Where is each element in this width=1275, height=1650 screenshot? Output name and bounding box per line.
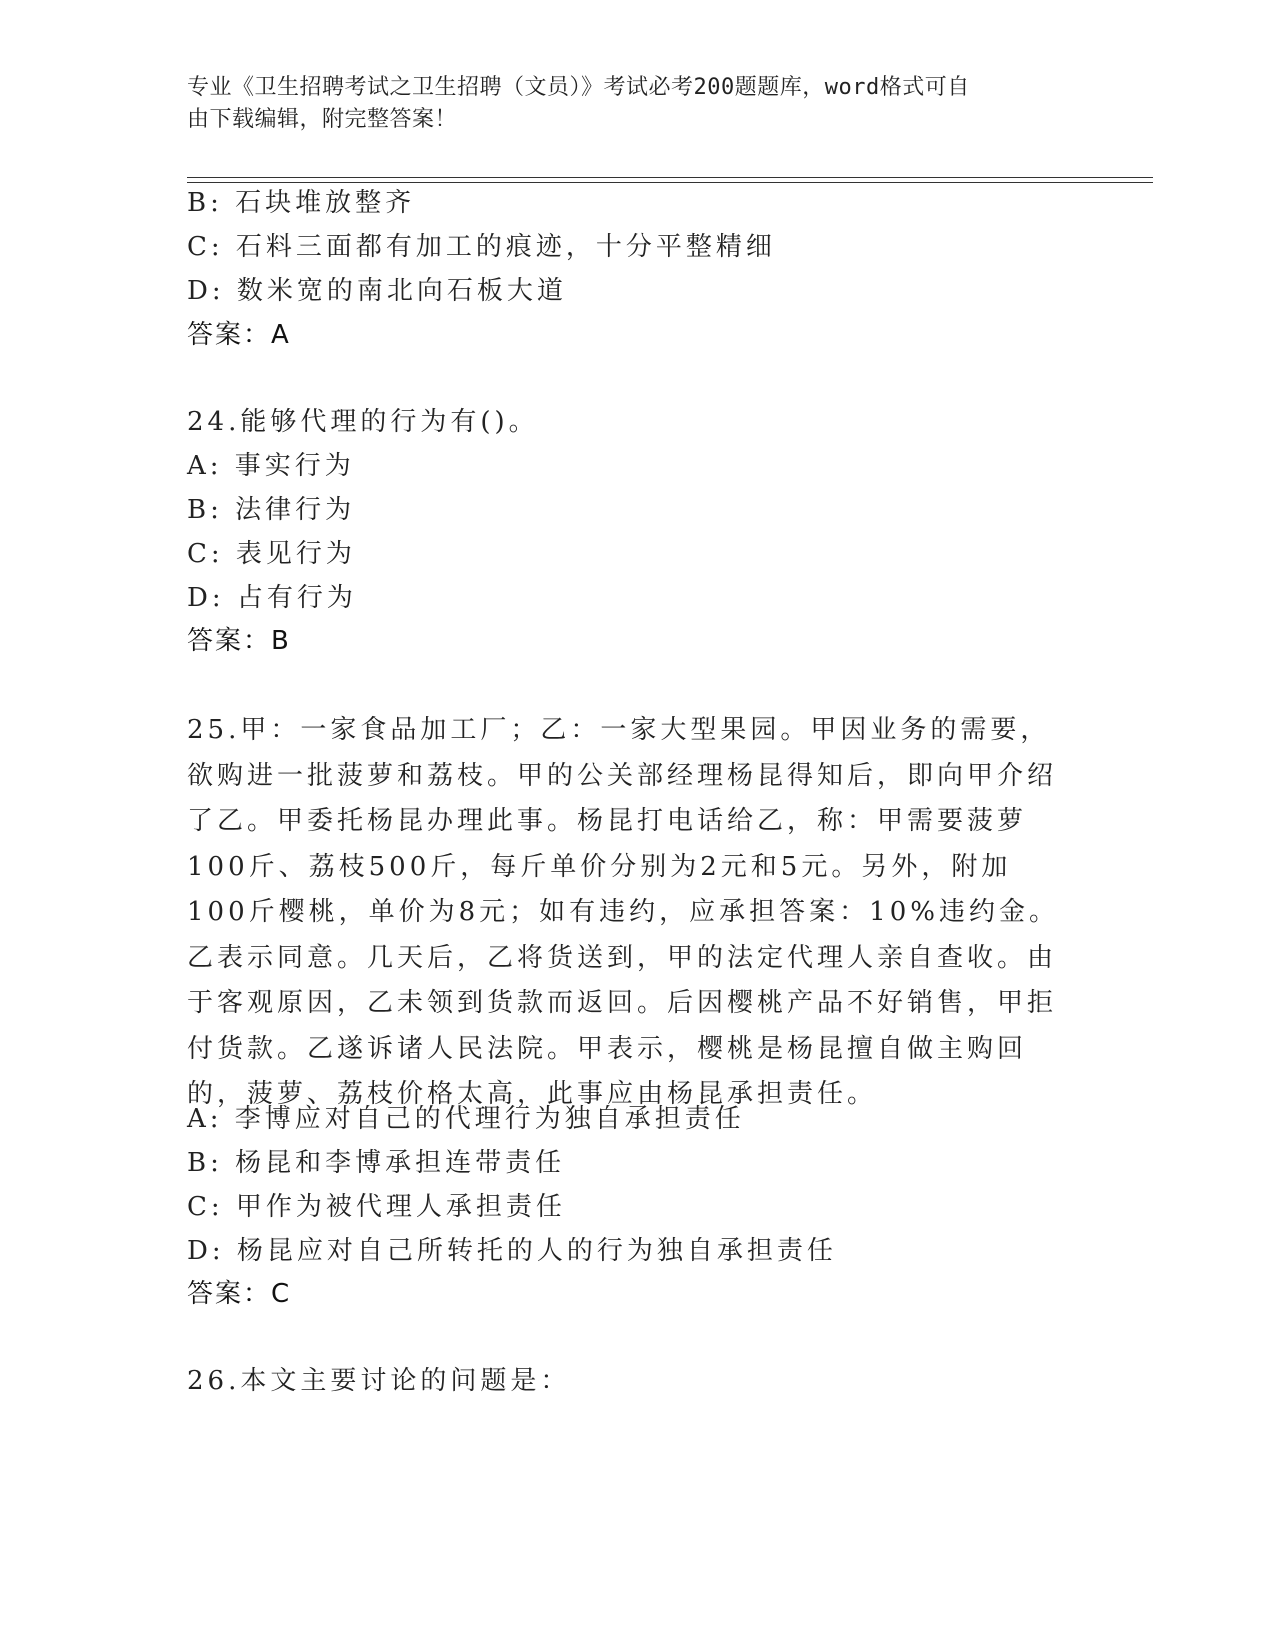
- header-line-1: 专业《卫生招聘考试之卫生招聘（文员）》考试必考200题题库，word格式可自: [187, 75, 970, 100]
- header-rule-top: [187, 177, 1153, 178]
- q25-stem: 25.甲：一家食品加工厂；乙：一家大型果园。甲因业务的需要，欲购进一批菠萝和荔枝。甲的公关部经理杨昆得知后，即向甲介绍了乙。甲委托杨昆办理此事。杨昆打电话给乙，称：甲需要菠萝100斤、荔枝500斤，每斤单价分别为2元和5元。另外，附加100斤樱桃，单价为8元；如有违约，应承担答案：10%违约金。乙表示同意。几天后，乙将货送到，甲的法定代理人亲自查收。由于客观原因，乙未领到货款而返回。后因樱桃产品不好销售，甲拒付货款。乙遂诉诸人民法院。甲表示，樱桃是杨昆擅自做主购回的，菠萝、荔枝价格太高，此事应由杨昆承担责任。: [187, 715, 1059, 1109]
- q24-option-c: C: 表见行为: [187, 539, 356, 569]
- q23-answer: 答案：A: [187, 320, 291, 350]
- q23-option-c: C: 石料三面都有加工的痕迹，十分平整精细: [187, 232, 776, 262]
- q25-answer: 答案：C: [187, 1279, 292, 1309]
- header-line-2: 由下载编辑，附完整答案！: [187, 107, 458, 132]
- q24-option-b: B: 法律行为: [187, 495, 356, 525]
- q25-option-c: C: 甲作为被代理人承担责任: [187, 1192, 566, 1222]
- q25-option-d: D: 杨昆应对自己所转托的人的行为独自承担责任: [187, 1236, 837, 1266]
- document-header: [187, 72, 1087, 136]
- q23-option-b: B: 石块堆放整齐: [187, 188, 416, 218]
- q25-option-a: A: 李博应对自己的代理行为独自承担责任: [187, 1104, 745, 1134]
- header-rule-bottom: [187, 182, 1153, 183]
- q24-option-a: A: 事实行为: [187, 451, 355, 481]
- q24-answer: 答案：B: [187, 626, 291, 656]
- q25-option-b: B: 杨昆和李博承担连带责任: [187, 1148, 566, 1178]
- q24-stem: 24.能够代理的行为有()。: [187, 407, 539, 437]
- q23-option-d: D: 数米宽的南北向石板大道: [187, 276, 567, 306]
- q24-option-d: D: 占有行为: [187, 583, 357, 613]
- q26-stem: 26.本文主要讨论的问题是：: [187, 1366, 571, 1396]
